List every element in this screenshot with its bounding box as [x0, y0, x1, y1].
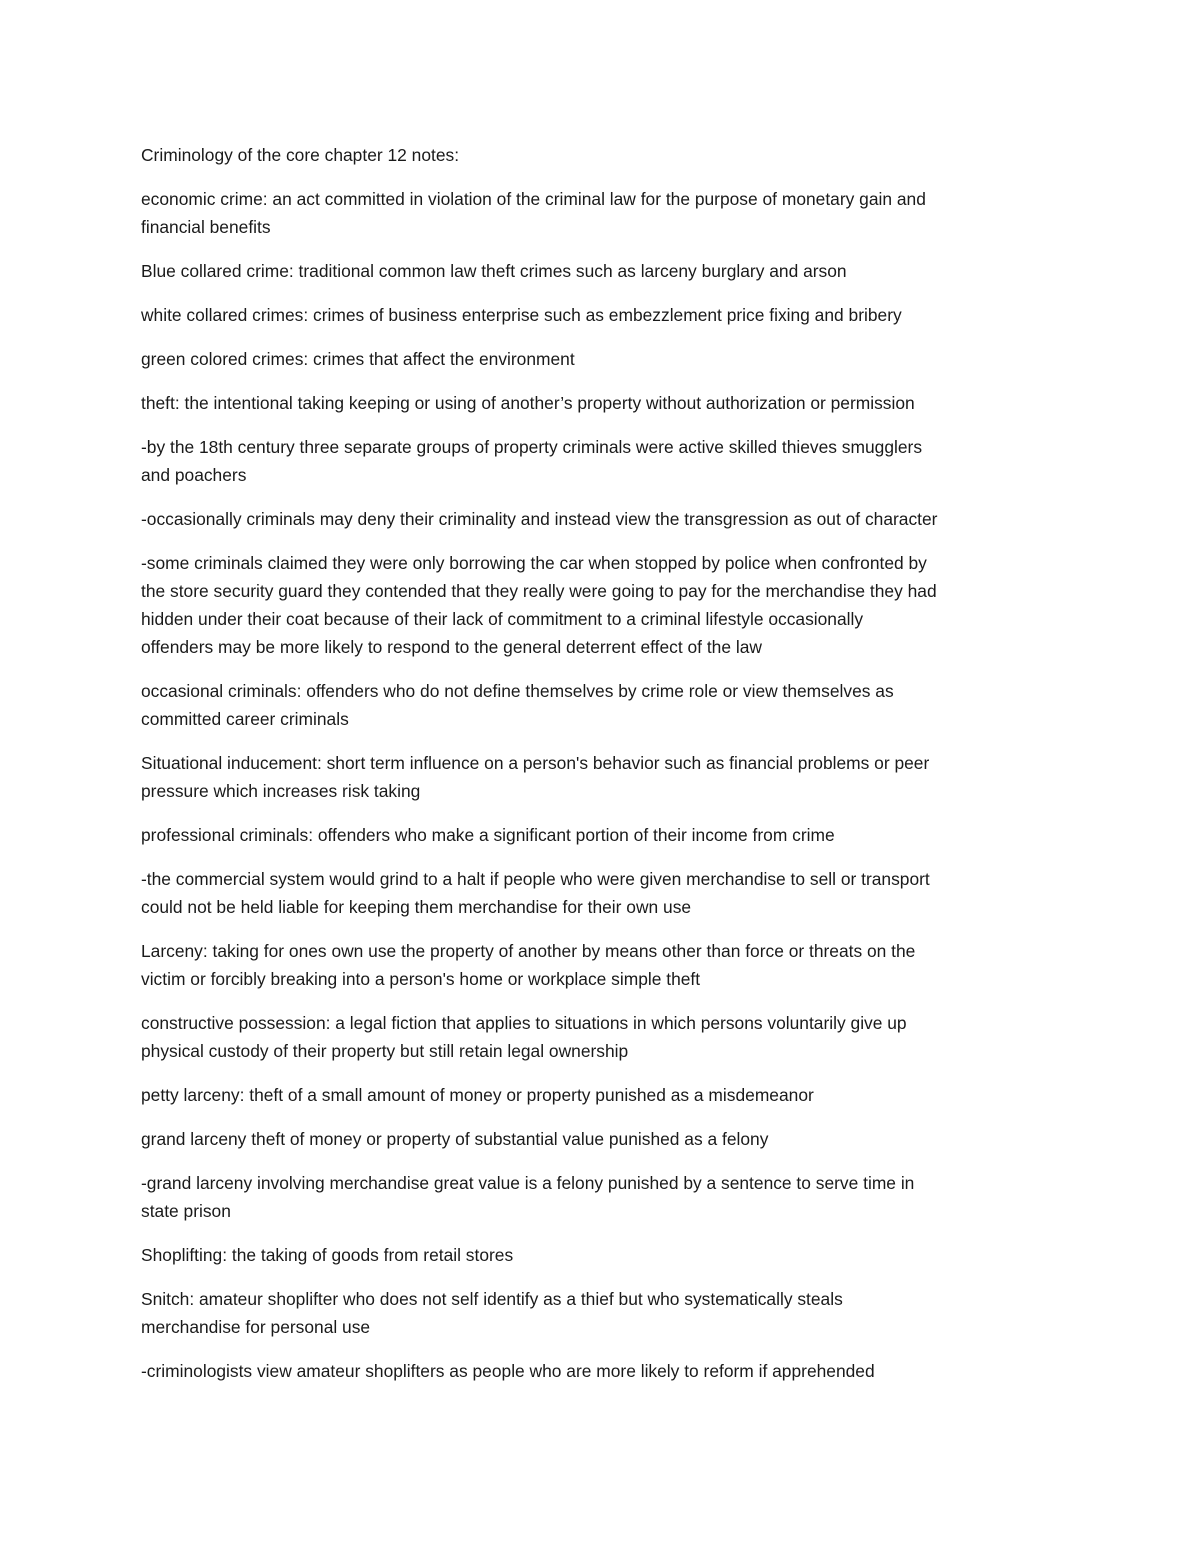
text-line: petty larceny: theft of a small amount of money or property punished as a misdemeanor — [141, 1085, 814, 1105]
text-line: -the commercial system would grind to a halt if people who were given merchandise to sell or transport — [141, 869, 930, 889]
note-paragraph — [141, 1357, 1081, 1385]
text-line: offenders may be more likely to respond to the general deterrent effect of the law — [141, 637, 762, 657]
text-line: white collared crimes: crimes of business enterprise such as embezzlement price fixing and bribery — [141, 305, 902, 325]
note-paragraph — [141, 185, 1081, 241]
note-paragraph — [141, 549, 1081, 661]
note-paragraph — [141, 821, 1081, 849]
note-paragraph — [141, 1169, 1081, 1225]
note-paragraph — [141, 433, 1081, 489]
text-line: Criminology of the core chapter 12 notes: — [141, 145, 460, 165]
text-line: pressure which increases risk taking — [141, 781, 421, 801]
text-line: occasional criminals: offenders who do not define themselves by crime role or view themselves as — [141, 681, 894, 701]
text-line: -some criminals claimed they were only borrowing the car when stopped by police when confronted by — [141, 553, 927, 573]
note-paragraph — [141, 865, 1081, 921]
text-line: economic crime: an act committed in violation of the criminal law for the purpose of monetary gain and — [141, 189, 926, 209]
text-line: Blue collared crime: traditional common law theft crimes such as larceny burglary and arson — [141, 261, 847, 281]
note-paragraph — [141, 749, 1081, 805]
text-line: physical custody of their property but still retain legal ownership — [141, 1041, 629, 1061]
text-line: -criminologists view amateur shoplifters as people who are more likely to reform if apprehended — [141, 1361, 875, 1381]
note-paragraph — [141, 389, 1081, 417]
note-paragraph — [141, 1081, 1081, 1109]
text-line: the store security guard they contended that they really were going to pay for the merchandise they had — [141, 581, 937, 601]
text-line: could not be held liable for keeping them merchandise for their own use — [141, 897, 692, 917]
text-line: -occasionally criminals may deny their criminality and instead view the transgression as out of character — [141, 509, 938, 529]
note-paragraph — [141, 937, 1081, 993]
note-paragraph — [141, 257, 1081, 285]
text-line: merchandise for personal use — [141, 1317, 371, 1337]
note-paragraph — [141, 505, 1081, 533]
document-title — [141, 141, 1081, 169]
note-paragraph — [141, 345, 1081, 373]
text-line: Larceny: taking for ones own use the property of another by means other than force or threats on the — [141, 941, 916, 961]
text-line: -by the 18th century three separate groups of property criminals were active skilled thieves smugglers — [141, 437, 923, 457]
note-paragraph — [141, 1009, 1081, 1065]
text-line: theft: the intentional taking keeping or using of another’s property without authorization or permission — [141, 393, 915, 413]
text-line: constructive possession: a legal fiction that applies to situations in which persons voluntarily give up — [141, 1013, 907, 1033]
text-line: hidden under their coat because of their lack of commitment to a criminal lifestyle occasionally — [141, 609, 864, 629]
text-line: committed career criminals — [141, 709, 349, 729]
note-paragraph — [141, 1285, 1081, 1341]
note-paragraph — [141, 1241, 1081, 1269]
text-line: Snitch: amateur shoplifter who does not self identify as a thief but who systematically steals — [141, 1289, 843, 1309]
text-line: state prison — [141, 1201, 231, 1221]
text-line: professional criminals: offenders who make a significant portion of their income from crime — [141, 825, 835, 845]
text-line: -grand larceny involving merchandise great value is a felony punished by a sentence to serve time in — [141, 1173, 915, 1193]
note-paragraph — [141, 1125, 1081, 1153]
note-paragraph — [141, 301, 1081, 329]
text-line: Shoplifting: the taking of goods from retail stores — [141, 1245, 514, 1265]
text-line: financial benefits — [141, 217, 271, 237]
text-line: grand larceny theft of money or property of substantial value punished as a felony — [141, 1129, 769, 1149]
document-page — [141, 141, 1081, 1401]
text-line: green colored crimes: crimes that affect the environment — [141, 349, 575, 369]
note-paragraph — [141, 677, 1081, 733]
text-line: and poachers — [141, 465, 247, 485]
text-line: Situational inducement: short term influence on a person's behavior such as financial problems or peer — [141, 753, 930, 773]
text-line: victim or forcibly breaking into a person's home or workplace simple theft — [141, 969, 701, 989]
